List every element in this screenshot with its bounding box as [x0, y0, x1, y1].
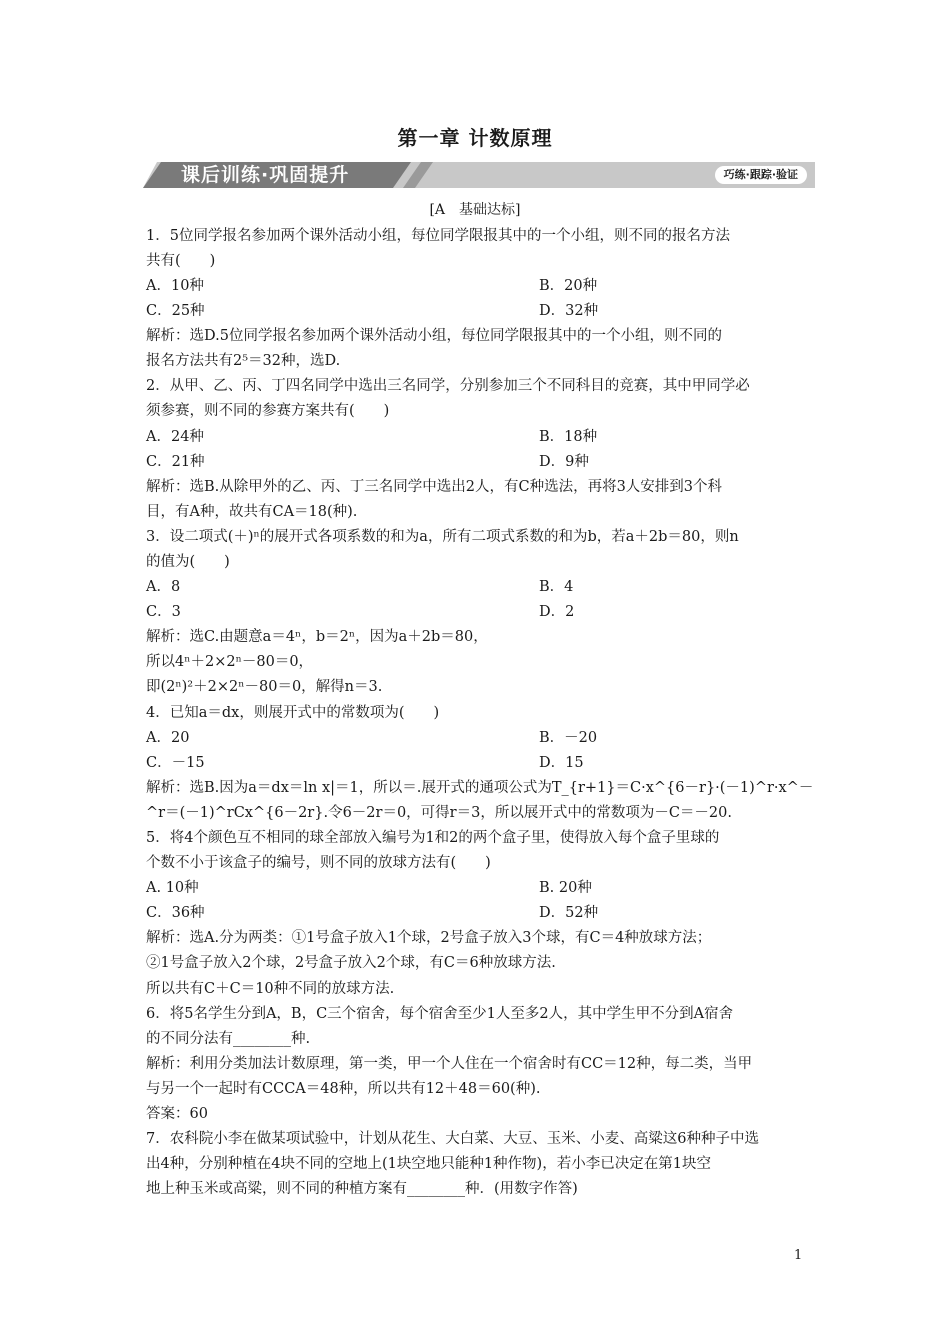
option-right: B．20种 [539, 278, 598, 294]
banner-title: 课后训练·巩固提升 [181, 164, 350, 186]
text-line: 的值为( ) [146, 554, 230, 570]
text-line: C．3 [146, 604, 181, 620]
text-line: 2．从甲、乙、丙、丁四名同学中选出三名同学，分别参加三个不同科目的竞赛，其中甲同学必 [146, 378, 750, 394]
section-heading: [A 基础达标] [429, 202, 521, 218]
text-line: ^r＝(－1)^rCx^{6－2r}.令6－2r＝0，可得r＝3，所以展开式中的常数项为－C＝－20. [146, 805, 732, 821]
text-line: C．－15 [146, 755, 205, 771]
option-right: D．2 [539, 604, 575, 620]
text-line: 与另一个一起时有CCCA＝48种，所以共有12＋48＝60(种). [146, 1081, 541, 1097]
text-line: 5．将4个颜色互不相同的球全部放入编号为1和2的两个盒子里，使得放入每个盒子里球的 [146, 830, 720, 846]
text-line: A. 10种 [146, 880, 199, 896]
text-line: A．24种 [146, 429, 204, 445]
text-line: 所以4ⁿ＋2×2ⁿ－80＝0， [146, 654, 314, 670]
text-line: 目，有A种，故共有CA＝18(种). [146, 504, 358, 520]
text-line: ②1号盒子放入2个球，2号盒子放入2个球，有C＝6种放球方法. [146, 955, 556, 971]
text-line: 1．5位同学报名参加两个课外活动小组，每位同学限报其中的一个小组，则不同的报名方法 [146, 228, 730, 244]
text-line: 所以共有C＋C＝10种不同的放球方法. [146, 981, 395, 997]
option-right: B. 20种 [539, 880, 592, 896]
text-line: 6．将5名学生分到A，B，C三个宿舍，每个宿舍至少1人至多2人，其中学生甲不分到A宿舍 [146, 1006, 734, 1022]
page-number: 1 [794, 1248, 803, 1263]
text-line: C．21种 [146, 454, 205, 470]
text-line: 解析：选C.由题意a＝4ⁿ，b＝2ⁿ，因为a＋2b＝80， [146, 629, 488, 645]
text-line: 解析：选B.因为a＝dx＝ln x|＝1，所以＝.展开式的通项公式为T_{r+1}＝C·x^{6－r}·(－1)^r·x^－ [146, 780, 814, 796]
text-line: 个数不小于该盒子的编号，则不同的放球方法有( ) [146, 855, 491, 871]
text-line: C．36种 [146, 905, 205, 921]
text-line: 解析：选A.分为两类：①1号盒子放入1个球，2号盒子放入3个球，有C＝4种放球方法； [146, 930, 712, 946]
option-right: D．9种 [539, 454, 589, 470]
text-line: A．20 [146, 730, 190, 746]
section-banner [143, 162, 815, 188]
text-line: 报名方法共有2⁵＝32种，选D. [146, 353, 341, 369]
chapter-title: 第一章 计数原理 [397, 126, 553, 150]
text-line: 解析：选D.5位同学报名参加两个课外活动小组，每位同学限报其中的一个小组，则不同的 [146, 328, 722, 344]
text-line: A．10种 [146, 278, 204, 294]
text-line: 4．已知a＝dx，则展开式中的常数项为( ) [146, 705, 440, 721]
text-line: 须参赛，则不同的参赛方案共有( ) [146, 403, 390, 419]
text-line: 答案：60 [146, 1106, 208, 1122]
text-line: C．25种 [146, 303, 205, 319]
text-line: 地上种玉米或高粱，则不同的种植方案有________种．(用数字作答) [146, 1181, 578, 1197]
text-line: 解析：利用分类加法计数原理，第一类，甲一个人住在一个宿舍时有CC＝12种，每二类，当甲 [146, 1056, 753, 1072]
text-line: 共有( ) [146, 253, 216, 269]
option-right: D．52种 [539, 905, 599, 921]
text-line: A．8 [146, 579, 181, 595]
option-right: D．15 [539, 755, 584, 771]
text-line: 7．农科院小李在做某项试验中，计划从花生、大白菜、大豆、玉米、小麦、高粱这6种种子中选 [146, 1131, 759, 1147]
text-line: 的不同分法有________种. [146, 1031, 311, 1047]
text-line: 出4种，分别种植在4块不同的空地上(1块空地只能种1种作物)，若小李已决定在第1块空 [146, 1156, 711, 1172]
text-line: 3．设二项式(＋)ⁿ的展开式各项系数的和为a，所有二项式系数的和为b，若a＋2b＝80，则n [146, 529, 739, 545]
text-line: 即(2ⁿ)²＋2×2ⁿ－80＝0，解得n＝3. [146, 679, 383, 695]
option-right: D．32种 [539, 303, 599, 319]
option-right: B．18种 [539, 429, 598, 445]
text-line: 解析：选B.从除甲外的乙、丙、丁三名同学中选出2人，有C种选法，再将3人安排到3个科 [146, 479, 723, 495]
option-right: B．－20 [539, 730, 598, 746]
banner-tag: 巧练·跟踪·验证 [715, 166, 807, 184]
option-right: B．4 [539, 579, 574, 595]
